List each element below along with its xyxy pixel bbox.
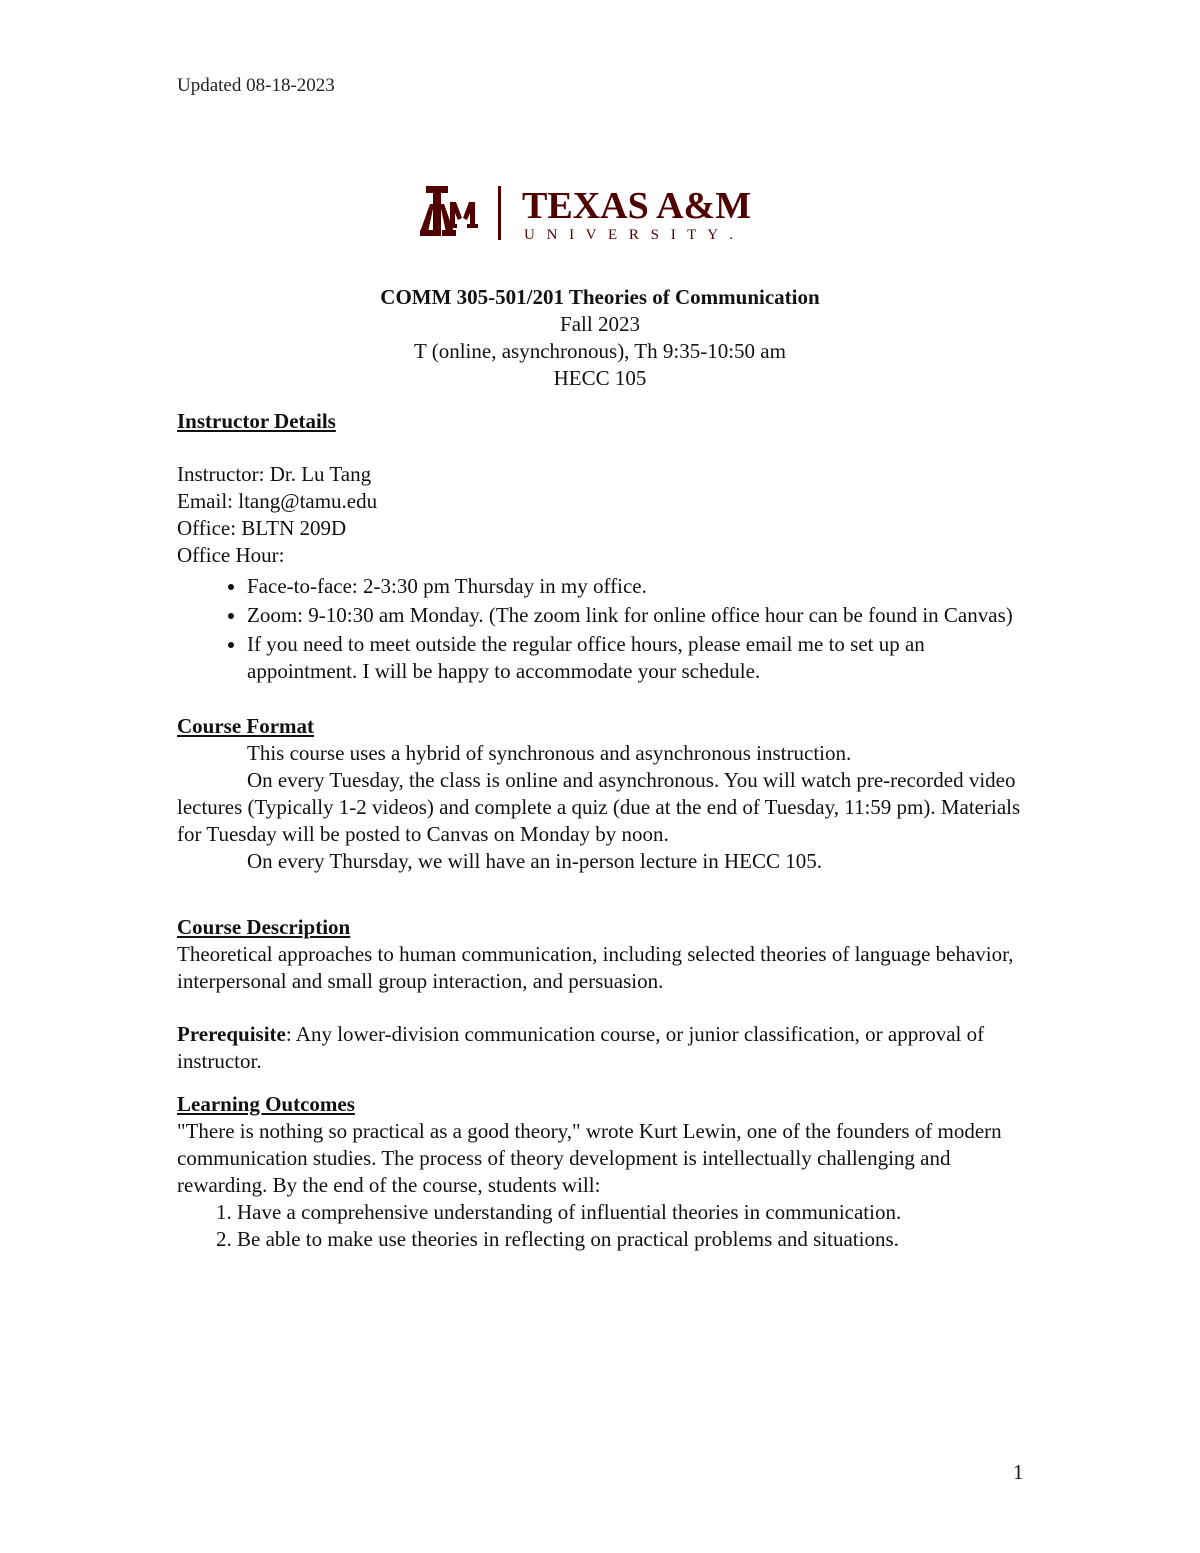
- instructor-heading: Instructor Details: [177, 409, 336, 433]
- office-hour-label: Office Hour:: [177, 543, 285, 567]
- description-heading: Course Description: [177, 915, 351, 939]
- logo-divider: [498, 186, 501, 240]
- list-item: • Face-to-face: 2-3:30 pm Thursday in my office.: [247, 573, 1037, 600]
- format-paragraph: On every Thursday, we will have an in-person lecture in HECC 105.: [247, 849, 823, 873]
- outcomes-intro: "There is nothing so practical as a good theory," wrote Kurt Lewin, one of the founders of modern communication studies. The process of theory development is intellectually challenging and rewarding. By the end of the course, students will:: [177, 1119, 1002, 1197]
- logo-wordmark: TEXAS A&M: [522, 185, 752, 227]
- atm-monogram-icon: [420, 186, 478, 236]
- logo-subline: U N I V E R S I T Y .: [524, 227, 738, 243]
- course-title: COMM 305-501/201 Theories of Communication: [380, 285, 820, 309]
- list-item: 1. Have a comprehensive understanding of influential theories in communication.: [237, 1199, 1037, 1226]
- instructor-name: Instructor: Dr. Lu Tang: [177, 462, 372, 486]
- list-item: 2. Be able to make use theories in reflecting on practical problems and situations.: [237, 1226, 1037, 1253]
- description-text: Theoretical approaches to human communication, including selected theories of language behavior, interpersonal and small group interaction, and persuasion.: [177, 942, 1014, 993]
- list-item: • If you need to meet outside the regular office hours, please email me to set up an appointment. I will be happy to accommodate your schedule.: [247, 631, 1037, 685]
- syllabus-content: [177, 408, 1037, 1253]
- instructor-office: Office: BLTN 209D: [177, 516, 347, 540]
- instructor-email: Email: ltang@tamu.edu: [177, 489, 378, 513]
- list-item: • Zoom: 9-10:30 am Monday. (The zoom link for online office hour can be found in Canvas): [247, 602, 1037, 629]
- office-hours-list: [177, 573, 1037, 685]
- format-heading: Course Format: [177, 714, 315, 738]
- page-number: 1: [1013, 1460, 1024, 1484]
- format-paragraph: This course uses a hybrid of synchronous and asynchronous instruction.: [247, 741, 852, 765]
- course-term: Fall 2023: [560, 312, 640, 336]
- course-schedule: T (online, asynchronous), Th 9:35-10:50 am: [414, 339, 786, 363]
- prerequisite-label: Prerequisite: [177, 1022, 286, 1046]
- updated-date: Updated 08-18-2023: [177, 75, 335, 96]
- course-room: HECC 105: [553, 366, 647, 390]
- outcomes-list: [177, 1199, 1037, 1253]
- prerequisite: [177, 1021, 1037, 1075]
- format-paragraph: On every Tuesday, the class is online and asynchronous. You will watch pre-recorded video lectures (Typically 1-2 videos) and complete a quiz (due at the end of Tuesday, 11:59 pm). Materials for Tuesday will be posted to Canvas on Monday by noon.: [177, 768, 1021, 846]
- texas-am-logo: [420, 184, 785, 244]
- prerequisite-text: : Any lower-division communication course, or junior classification, or approval of instructor.: [177, 1022, 985, 1073]
- outcomes-heading: Learning Outcomes: [177, 1092, 355, 1116]
